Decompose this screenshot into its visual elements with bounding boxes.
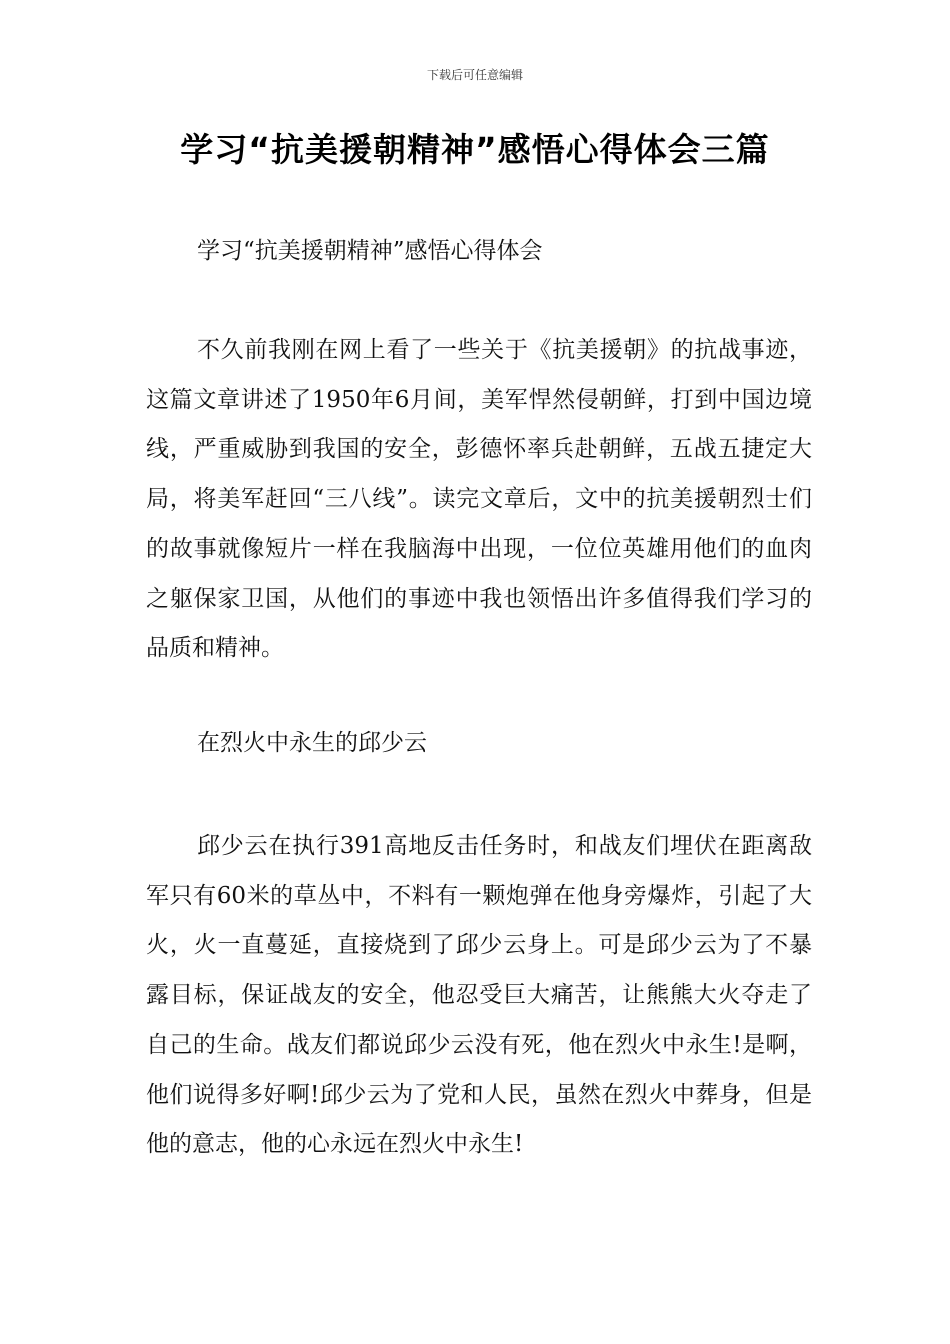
section-title: 在烈火中永生的邱少云 xyxy=(197,730,427,756)
header-note: 下载后可任意编辑 xyxy=(426,68,523,82)
paragraph-qiu-shaoyun: 邱少云在执行391高地反击任务时，和战友们埋伏在距离敌军只有60米的草丛中，不料有一颗炮弹在他身旁爆炸，引起了大火，火一直蔓延，直接烧到了邱少云身上。可是邱少云为了不暴露目标，保证战友的安全，他忍受巨大痛苦，让熊熊大火夺走了自己的生命。战友们都说邱少云没有死，他在烈火中永生!是啊，他们说得多好啊!邱少云为了党和人民，虽然在烈火中葬身，但是他的意志，他的心永远在烈火中永生! xyxy=(146,833,812,1158)
paragraph-intro: 不久前我刚在网上看了一些关于《抗美援朝》的抗战事迹，这篇文章讲述了1950年6月间，美军悍然侵朝鲜，打到中国边境线，严重威胁到我国的安全，彭德怀率兵赴朝鲜，五战五捷定大局，将美军赶回“三八线”。读完文章后，文中的抗美援朝烈士们的故事就像短片一样在我脑海中出现，一位位英雄用他们的血肉之躯保家卫国，从他们的事迹中我也领悟出许多值得我们学习的品质和精神。 xyxy=(146,337,812,662)
article-subtitle: 学习“抗美援朝精神”感悟心得体会 xyxy=(197,238,543,264)
document-title: 学习“抗美援朝精神”感悟心得体会三篇 xyxy=(180,130,770,169)
